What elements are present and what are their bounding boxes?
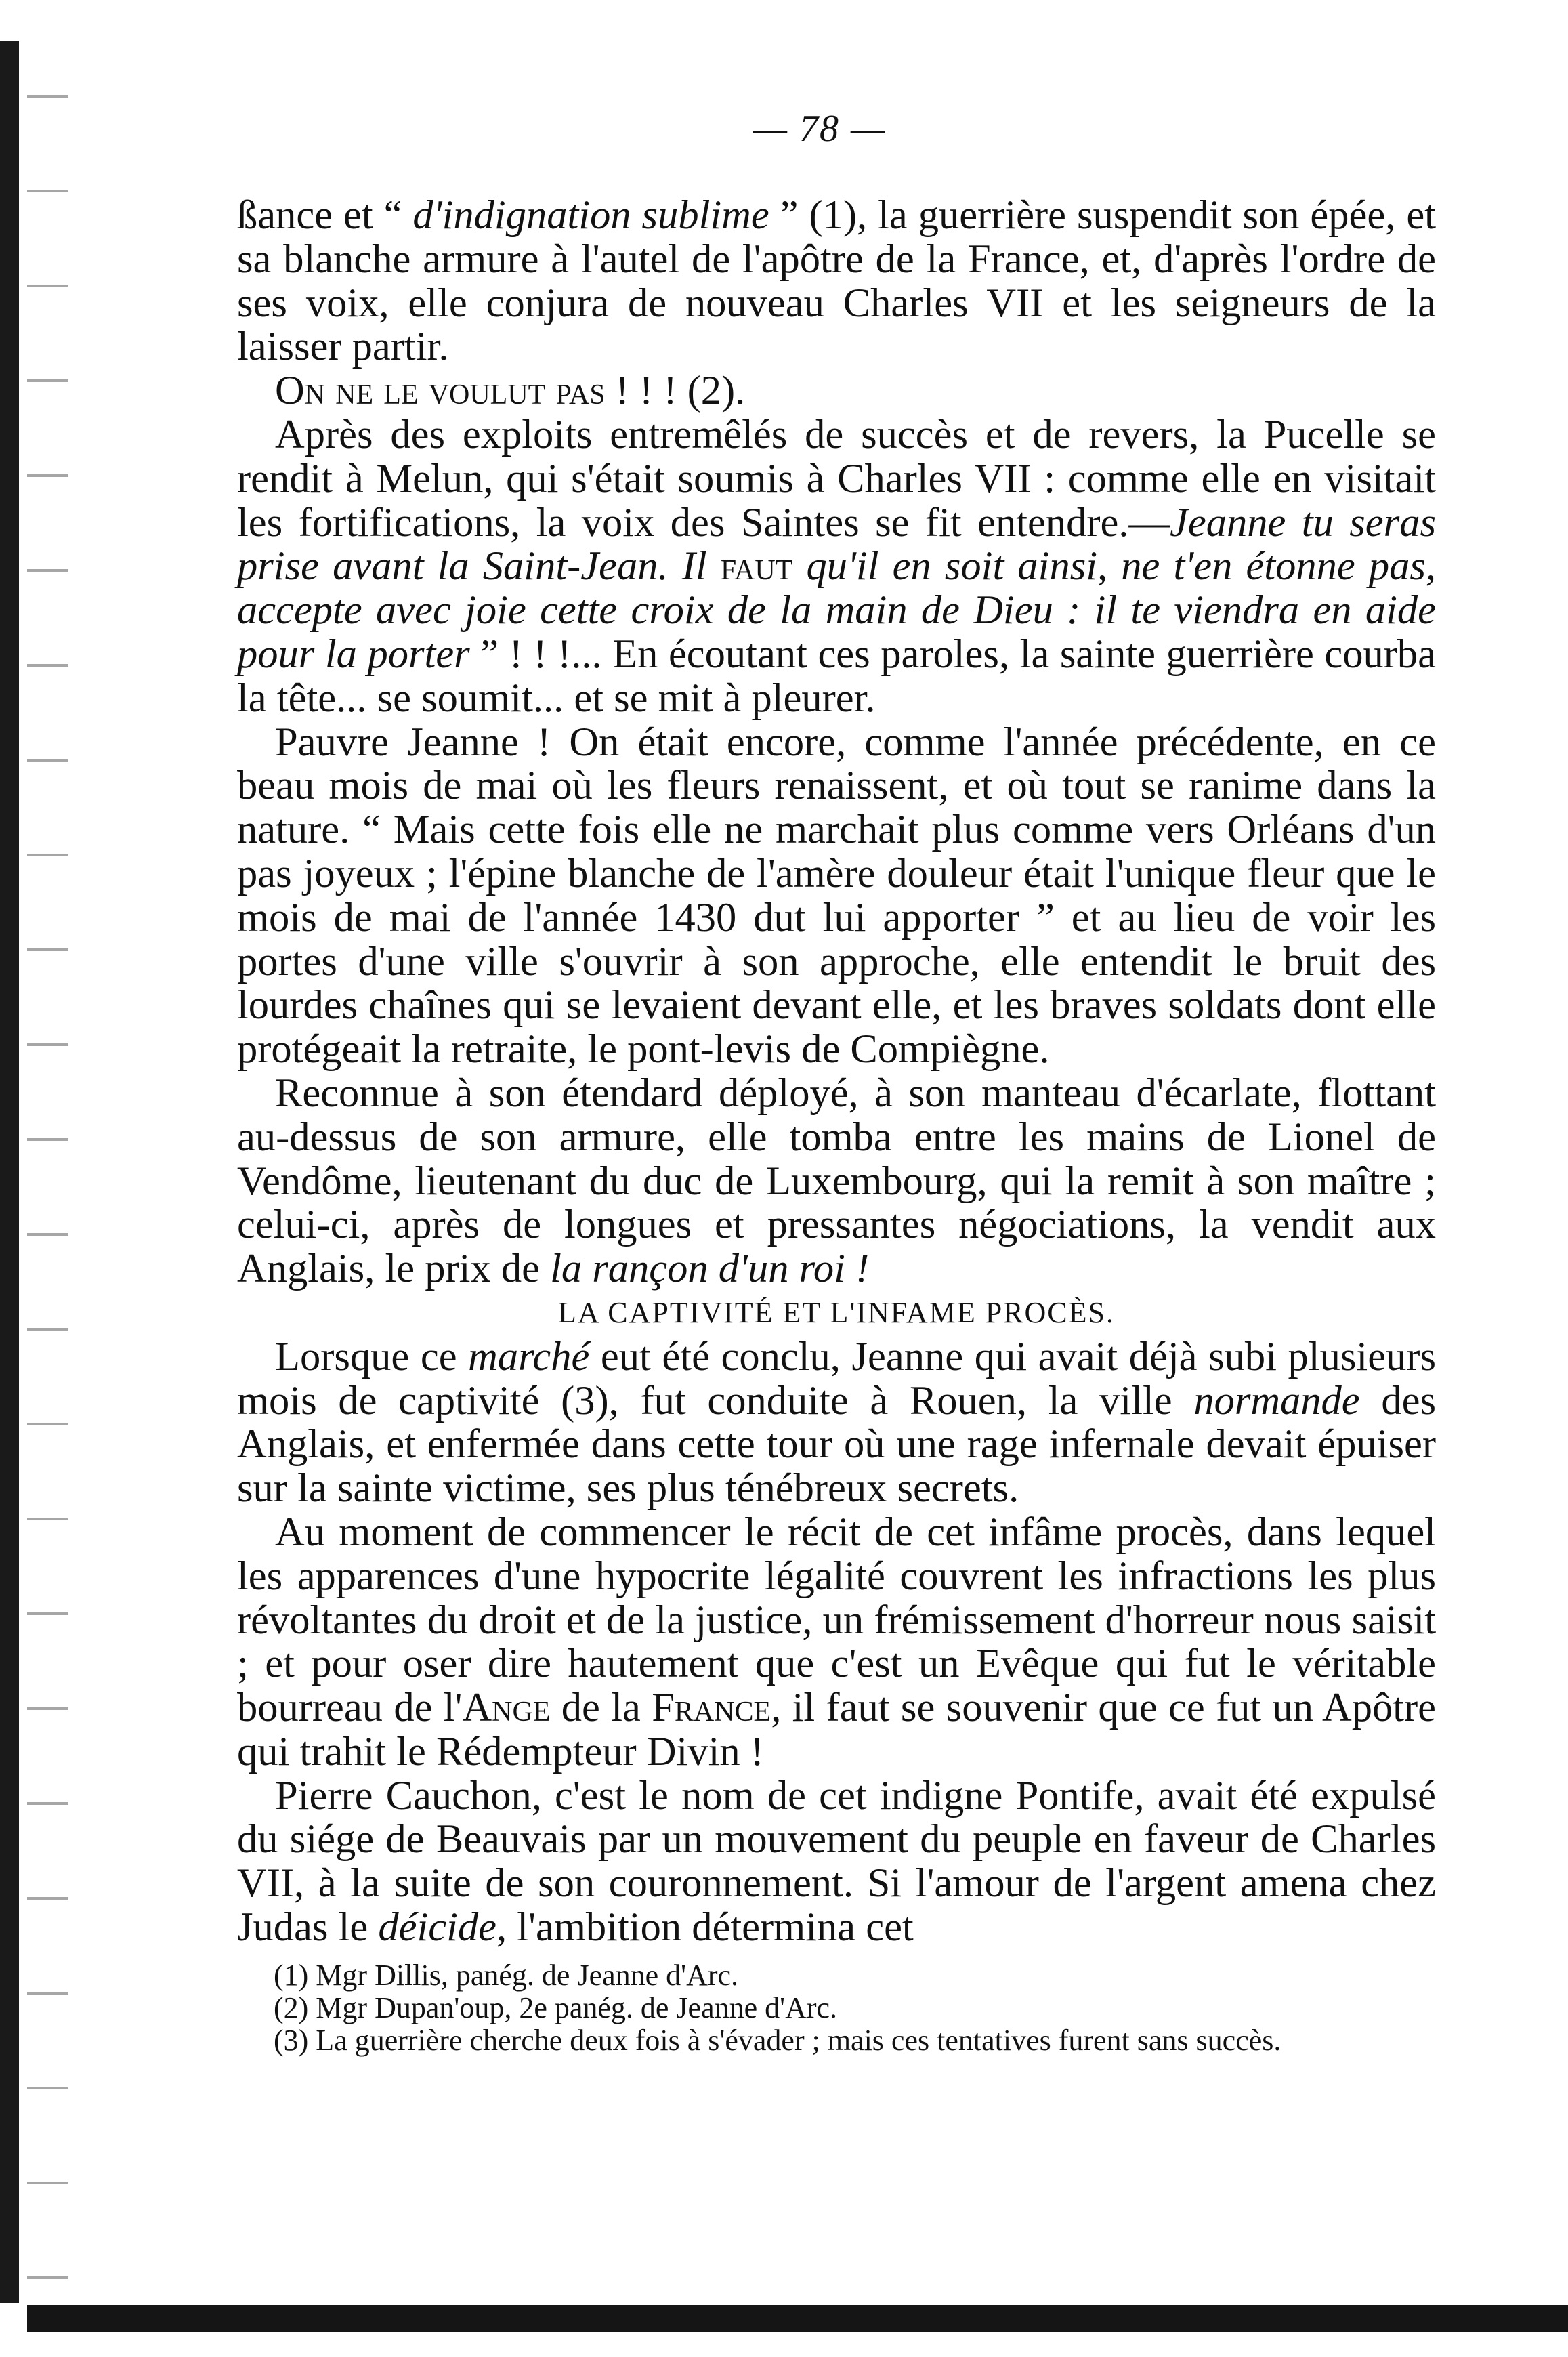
text-run: Pierre Cauchon, c'est le nom de cet indigne Pontife, avait été expulsé du siége de Beauvais par un mouvement du peuple en faveur de Charles VII, à la suite de son couronnement. Si l'amour de l'argent amena chez Judas le (237, 1772, 1436, 1951)
text-run: Ange (462, 1685, 551, 1731)
text-run: ” ! ! !... En écoutant ces paroles, la sainte guerrière courba la tête... se soumit... et se mit à pleurer. (237, 631, 1437, 721)
binding-marks (27, 54, 68, 2290)
text-run: normande (1193, 1377, 1360, 1423)
paragraph-p4 (237, 721, 1436, 1072)
text-run: Reconnue à son étendard déployé, à son manteau d'écarlate, flottant au-dessus de son armure, elle tomba entre les mains de Lionel de Vendôme, lieutenant du duc de Luxembourg, qui la remit à son maître ; celui-ci, après de longues et pressantes négociations, la vendit aux Anglais, le prix de (237, 1070, 1436, 1292)
footnotes (274, 1959, 1436, 2057)
section-heading: LA CAPTIVITÉ ET L'INFAME PROCÈS. (558, 1295, 1115, 1329)
text-run: ! ! ! (2). (605, 368, 746, 414)
text-run: des Anglais, et enfermée dans cette tour où une rage infernale devait épuiser sur la sainte victime, ses plus ténébreux secrets. (237, 1377, 1436, 1511)
text-run: de la (550, 1685, 652, 1731)
paragraph-p3 (237, 413, 1436, 721)
text-run: , l'ambition détermina cet (496, 1904, 914, 1951)
text-run: Jeanne tu seras prise avant la Saint-Jean. Il (237, 499, 1436, 589)
page-number: — 78 — (753, 108, 886, 150)
text-run: France (652, 1685, 771, 1731)
paragraph-p2 (237, 369, 1436, 413)
text-run: Après des exploits entremêlés de succès et de revers, la Pucelle se rendit à Melun, qui s'était soumis à Charles VII : comme elle en visitait les fortifications, la voix des Saintes se fit entendre.— (237, 411, 1436, 545)
binding-shadow-left (0, 41, 19, 2303)
text-run: Pauvre Jeanne ! On était encore, comme l'année précédente, en ce beau mois de mai où les fleurs renaissent, et où tout se ranime dans la nature. “ Mais cette fois elle ne marchait plus comme vers Orléans d'un pas joyeux ; l'épine blanche de l'amère douleur était l'unique fleur que le mois de mai de l'année 1430 dut lui apporter ” et au lieu de voir les portes d'une ville s'ouvrir à son approche, elle entendit le bruit des lourdes chaînes qui se levaient devant elle, et les braves soldats dont elle protégeait la retraite, le pont-levis de Compiègne. (237, 719, 1436, 1072)
text-run: eut été conclu, Jeanne qui avait déjà subi plusieurs mois de captivité (3), fut conduite à Rouen, la ville (237, 1333, 1436, 1423)
paragraph-p1 (237, 194, 1436, 369)
text-run: d'indignation sublime (412, 192, 769, 238)
text-run: ßance et “ (237, 192, 413, 238)
paragraph-p8 (237, 1774, 1436, 1950)
text-run: , il faut se souvenir que ce fut un Apôtre qui trahit le Rédempteur Divin ! (237, 1685, 1437, 1774)
footnote-3: (3) La guerrière cherche deux fois à s'évader ; mais ces tentatives furent sans succès. (274, 2024, 1281, 2057)
footnote-2: (2) Mgr Dupan'oup, 2e panég. de Jeanne d'Arc. (274, 1991, 838, 2024)
text-run: déicide (378, 1904, 497, 1951)
text-run: marché (468, 1333, 590, 1379)
bottom-edge-bar (27, 2305, 1568, 2332)
paragraphs-after-heading (237, 1335, 1436, 1950)
paragraph-p6 (237, 1335, 1436, 1511)
text-run: On ne le voulut pas (275, 368, 606, 414)
paragraph-p7 (237, 1511, 1436, 1774)
text-run: faut (720, 543, 793, 589)
text-run: la rançon d'un roi ! (550, 1246, 870, 1292)
footnote-1: (1) Mgr Dillis, panég. de Jeanne d'Arc. (274, 1959, 739, 1992)
paragraph-p5 (237, 1072, 1436, 1291)
text-run: qu'il en soit ainsi, ne t'en étonne pas, accepte avec joie cette croix de la main de Dieu : il te viendra en aide pour la porter (237, 543, 1436, 677)
text-run: Au moment de commencer le récit de cet infâme procès, dans lequel les apparences d'une hypocrite légalité couvrent les infractions les plus révoltantes du droit et de la justice, un frémissement d'horreur nous saisit ; et pour oser dire hautement que c'est un Evêque qui fut le véritable bourreau de l' (237, 1509, 1436, 1731)
text-run: Lorsque ce (275, 1333, 469, 1379)
main-text (237, 194, 1436, 1950)
paragraphs-before-heading (237, 194, 1436, 1291)
text-run: ” (1), la guerrière suspendit son épée, et sa blanche armure à l'autel de l'apôtre de la France, et, d'après l'ordre de ses voix, elle conjura de nouveau Charles VII et les seigneurs de la laisser partir. (237, 192, 1436, 370)
